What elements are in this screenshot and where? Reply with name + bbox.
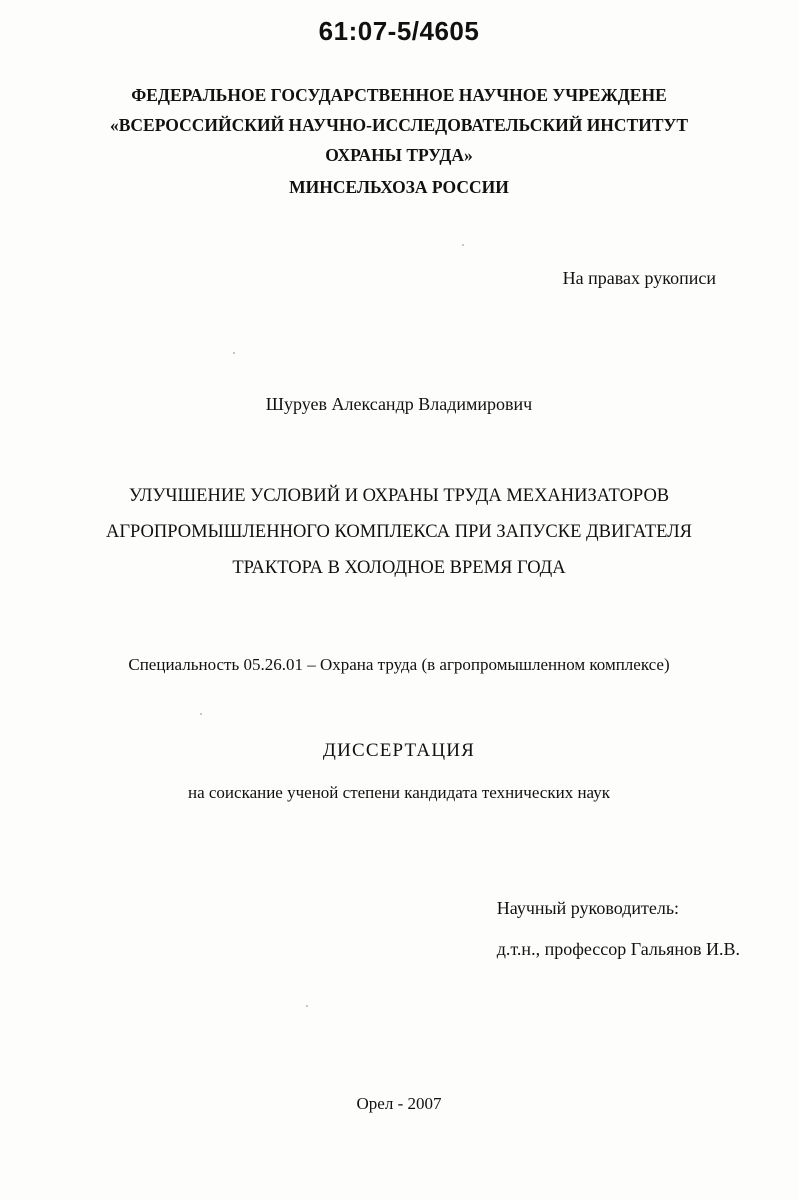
- title-line-3: ТРАКТОРА В ХОЛОДНОЕ ВРЕМЯ ГОДА: [232, 558, 566, 578]
- page-artifact: [200, 713, 202, 715]
- author-name: Шуруев Александр Владимирович: [265, 394, 533, 414]
- page-artifact: [306, 1005, 308, 1007]
- supervisor-block: [497, 888, 740, 970]
- city-year: Орел - 2007: [356, 1094, 442, 1113]
- work-type: ДИССЕРТАЦИЯ: [322, 740, 476, 761]
- organization-block: [80, 80, 718, 202]
- catalog-number: 61:07-5/4605: [318, 16, 480, 46]
- speciality-line: Специальность 05.26.01 – Охрана труда (в агропромышленном комплексе): [128, 655, 670, 674]
- degree-line: на соискание ученой степени кандидата технических наук: [187, 783, 610, 802]
- organization-line-1: ФЕДЕРАЛЬНОЕ ГОСУДАРСТВЕННОЕ НАУЧНОЕ УЧРЕЖДЕНЕ: [131, 85, 667, 105]
- page-artifact: [233, 352, 235, 354]
- organization-line-4: МИНСЕЛЬХОЗА РОССИИ: [289, 177, 509, 197]
- supervisor-name: д.т.н., профессор Гальянов И.В.: [496, 939, 740, 959]
- page-artifact: [462, 244, 464, 246]
- title-line-1: УЛУЧШЕНИЕ УСЛОВИЙ И ОХРАНЫ ТРУДА МЕХАНИЗАТОРОВ: [128, 486, 670, 506]
- supervisor-label: Научный руководитель:: [496, 898, 680, 918]
- title-line-2: АГРОПРОМЫШЛЕННОГО КОМПЛЕКСА ПРИ ЗАПУСКЕ ДВИГАТЕЛЯ: [105, 522, 693, 542]
- page-title: [72, 478, 726, 586]
- organization-line-3: ОХРАНЫ ТРУДА»: [325, 145, 473, 165]
- manuscript-note: На правах рукописи: [562, 268, 716, 288]
- organization-line-2: «ВСЕРОССИЙСКИЙ НАУЧНО-ИССЛЕДОВАТЕЛЬСКИЙ ИНСТИТУТ: [109, 115, 689, 135]
